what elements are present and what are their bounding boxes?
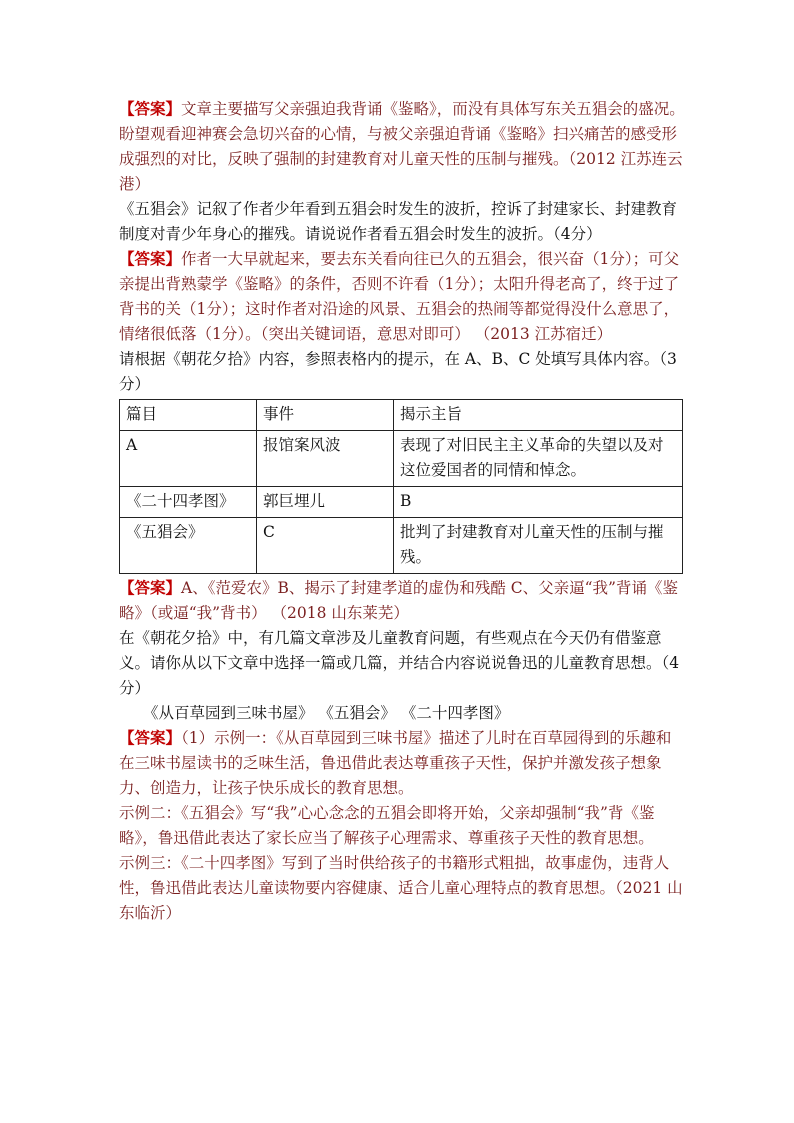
answer-4-example-2: 示例二：《五猖会》写“我”心心念念的五猖会即将开始，父亲却强制“我”背《鉴略》，鲁迅借此表达了家长应当了解孩子心理需求、尊重孩子天性的教育思想。 [119, 804, 655, 847]
table-cell: 表现了对旧民主主义革命的失望以及对这位爱国者的同情和悼念。 [394, 431, 683, 487]
table-cell: 郭巨埋儿 [257, 487, 394, 518]
fill-in-table [119, 399, 683, 574]
answer-text: 文章主要描写父亲强迫我背诵《鉴略》，而没有具体写东关五猖会的盛况。盼望观看迎神赛会急切兴奋的心情，与被父亲强迫背诵《鉴略》扫兴痛苦的感受形成强烈的对比，反映了强制的封建教育对儿童天性的压制与摧残。（2012 江苏连云港） [119, 100, 685, 193]
table-row [120, 518, 683, 574]
answer-text: （1）示例一：《从百草园到三味书屋》描述了儿时在百草园得到的乐趣和在三味书屋读书的乏味生活，鲁迅借此表达尊重孩子天性，保护并激发孩子想象力、创造力，让孩子快乐成长的教育思想。 [119, 729, 672, 797]
table-cell: 《五猖会》 [120, 518, 257, 574]
table-cell: A [120, 431, 257, 487]
answer-4-example-1 [119, 726, 685, 801]
answer-tag: 【答案】 [119, 100, 182, 118]
answer-tag: 【答案】 [119, 250, 182, 268]
table-cell: 报馆案风波 [257, 431, 394, 487]
answer-4-example-3: 示例三：《二十四孝图》写到了当时供给孩子的书籍形式粗拙，故事虚伪，违背人性，鲁迅借此表达儿童读物要内容健康、适合儿童心理特点的教育思想。（2021 山东临沂） [119, 854, 683, 922]
table-cell: 批判了封建教育对儿童天性的压制与摧残。 [394, 518, 683, 574]
table-cell: C [257, 518, 394, 574]
table-cell: 《二十四孝图》 [120, 487, 257, 518]
question-4-options: 《从百草园到三味书屋》 《五猖会》 《二十四孝图》 [143, 704, 510, 722]
table-header-cell: 揭示主旨 [394, 400, 683, 431]
question-4: 在《朝花夕拾》中，有几篇文章涉及儿童教育问题，有些观点在今天仍有借鉴意义。请你从以下文章中选择一篇或几篇，并结合内容说说鲁迅的儿童教育思想。（4分） [119, 629, 680, 697]
table-header-row [120, 400, 683, 431]
table-cell: B [394, 487, 683, 518]
answer-text: 作者一大早就起来，要去东关看向往已久的五猖会，很兴奋（1分）；可父亲提出背熟蒙学《鉴略》的条件，否则不许看（1分）；太阳升得老高了，终于过了背书的关（1分）；这时作者对沿途的风景、五猖会的热闹等都觉得没什么意思了，情绪很低落（1分）。（突出关键词语，意思对即可） （2013 江苏宿迁） [119, 250, 680, 343]
table-header-cell: 篇目 [120, 400, 257, 431]
document-page [119, 97, 685, 926]
answer-3 [119, 576, 685, 626]
question-2: 《五猖会》记叙了作者少年看到五猖会时发生的波折，控诉了封建家长、封建教育制度对青少年身心的摧残。请说说作者看五猖会时发生的波折。（4分） [119, 200, 678, 243]
answer-tag: 【答案】 [119, 729, 182, 747]
table-row [120, 431, 683, 487]
answer-text: A、《范爱农》B、揭示了封建孝道的虚伪和残酷 C、父亲逼“我”背诵《鉴略》（或逼“我”背书） （2018 山东莱芜） [119, 579, 678, 622]
answer-tag: 【答案】 [119, 579, 182, 597]
table-row [120, 487, 683, 518]
answer-1 [119, 97, 685, 197]
answer-2 [119, 247, 685, 347]
question-3: 请根据《朝花夕拾》内容，参照表格内的提示，在 A、B、C 处填写具体内容。（3分） [119, 350, 677, 393]
table-header-cell: 事件 [257, 400, 394, 431]
